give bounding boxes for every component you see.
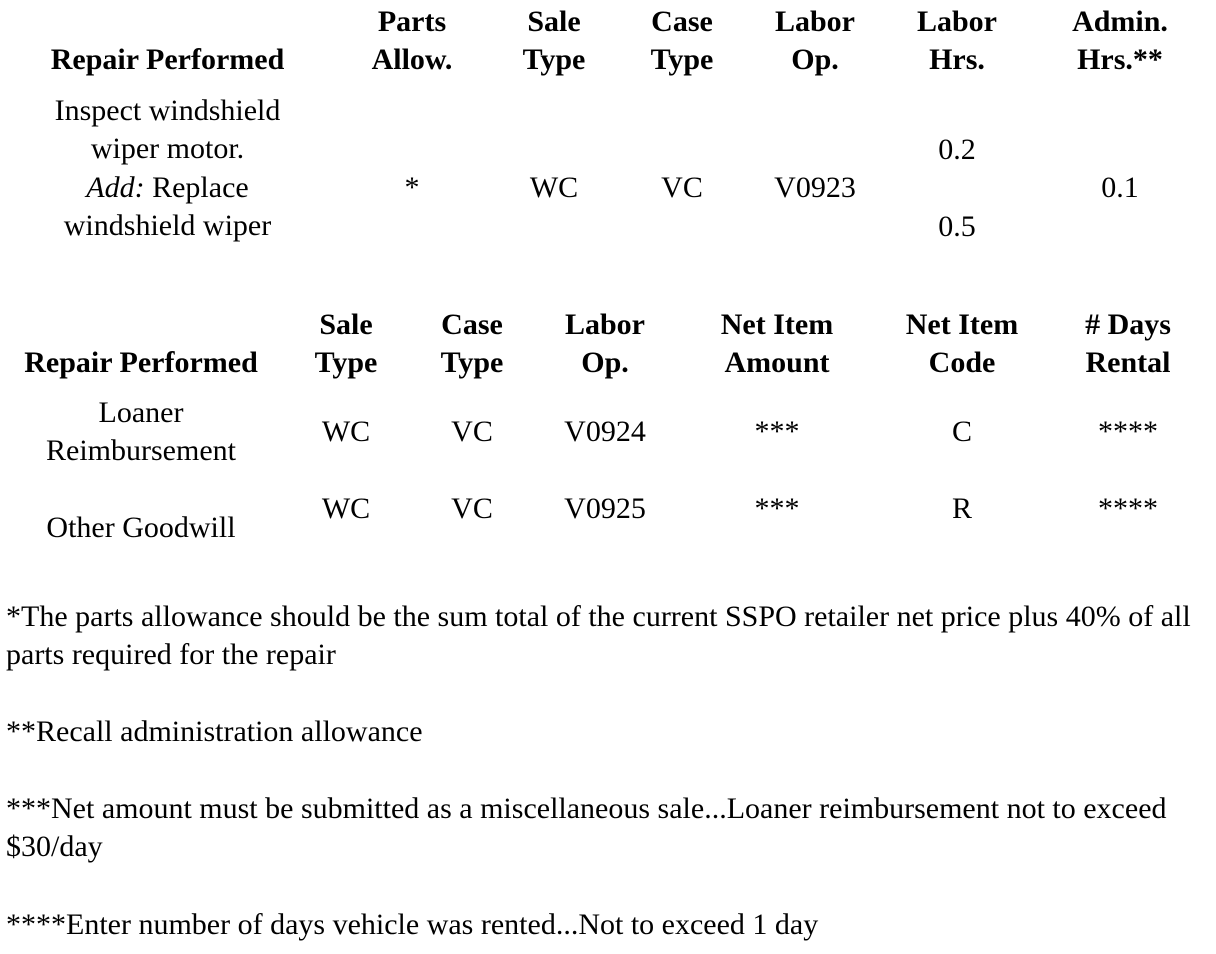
note-net-amount: ***Net amount must be submitted as a miscellaneous sale...Loaner reimbursement not to exceed $30/day (6, 792, 1167, 863)
t2-row1-net-item-code: C (951, 415, 972, 448)
t2-header-labor-op-line1: Labor (564, 308, 645, 341)
t1-repair-add-line (20, 169, 315, 207)
t2-row1-labor-op: V0924 (564, 415, 646, 448)
t1-header-sale-type (494, 3, 614, 79)
t2-row2-repair-line1: Other Goodwill (46, 511, 236, 544)
t1-header-labor-hrs-line1: Labor (916, 5, 997, 38)
t2-row1-days-rental: **** (1098, 415, 1158, 448)
t1-header-sale-type-line2: Type (522, 43, 586, 76)
t1-labor-op-value: V0923 (774, 171, 856, 204)
t2-header-net-item-code-line2: Code (928, 346, 996, 379)
t2-header-case-type-line1: Case (441, 308, 503, 341)
t2-header-net-item-code (882, 306, 1042, 382)
t1-case-type-value: VC (661, 171, 703, 204)
t2-header-sale-type (286, 306, 406, 382)
t1-admin-hrs-value: 0.1 (1101, 171, 1139, 204)
t1-header-parts-allow-line1: Parts (377, 5, 447, 38)
t2-row1-net-item-amount: *** (754, 415, 800, 448)
t2-header-labor-op-line2: Op. (581, 346, 629, 379)
t1-header-parts-allow-line2: Allow. (371, 43, 453, 76)
t1-parts-allow-value: * (404, 171, 420, 204)
t1-repair-add-label: Add: (86, 171, 145, 204)
t1-repair-line: Inspect windshield (54, 94, 281, 127)
note-parts-allowance: *The parts allowance should be the sum total of the current SSPO retailer net price plus 40% of all parts required for the repair (6, 600, 1191, 671)
t2-row2-sale-type: WC (321, 492, 371, 525)
t1-header-case-type-line1: Case (651, 5, 713, 38)
t2-header-net-item-amount (697, 306, 857, 382)
t2-header-net-item-amount-line1: Net Item (720, 308, 834, 341)
t2-header-net-item-amount-line2: Amount (724, 346, 830, 379)
t1-repair-cell (20, 92, 315, 245)
t1-labor-hrs-value-2: 0.5 (938, 210, 976, 243)
t1-labor-hrs-value-1: 0.2 (938, 133, 976, 166)
t2-header-sale-type-line1: Sale (319, 308, 373, 341)
t1-header-repair-performed: Repair Performed (50, 43, 285, 76)
note-days-rented: ****Enter number of days vehicle was rented...Not to exceed 1 day (6, 908, 819, 941)
t1-header-labor-hrs-line2: Hrs. (929, 43, 985, 76)
t1-repair-line: wiper motor. (90, 132, 245, 165)
t2-row1-case-type: VC (451, 415, 493, 448)
t1-header-labor-op-line2: Op. (791, 43, 839, 76)
note-admin-allowance: **Recall administration allowance (6, 715, 423, 748)
t1-header-admin-hrs (1055, 3, 1185, 79)
t2-row2-net-item-code: R (951, 492, 972, 525)
t1-header-labor-op (755, 3, 875, 79)
t2-header-days-rental (1058, 306, 1198, 382)
t1-repair-line: windshield wiper (63, 209, 272, 242)
t2-row1-repair-line2: Reimbursement (46, 434, 236, 467)
t2-header-sale-type-line2: Type (314, 346, 378, 379)
t1-header-admin-hrs-line2: Hrs.** (1077, 43, 1163, 76)
t2-row1-repair-line1: Loaner (98, 396, 184, 429)
t2-row2-days-rental: **** (1098, 492, 1158, 525)
t2-row2-net-item-amount: *** (754, 492, 800, 525)
t1-header-parts-allow (352, 3, 472, 79)
t2-header-case-type (412, 306, 532, 382)
t1-header-admin-hrs-line1: Admin. (1072, 5, 1168, 38)
t1-header-labor-hrs (897, 3, 1017, 79)
t2-row2-labor-op: V0925 (564, 492, 646, 525)
t2-row2-repair (0, 509, 282, 547)
t2-header-repair-performed: Repair Performed (24, 346, 258, 379)
t2-header-case-type-line2: Type (440, 346, 504, 379)
t1-repair-add-text: Replace (144, 171, 249, 204)
t1-sale-type-value: WC (529, 171, 579, 204)
t2-row1-sale-type: WC (321, 415, 371, 448)
t1-header-sale-type-line1: Sale (527, 5, 581, 38)
t2-row2-case-type: VC (451, 492, 493, 525)
t2-header-labor-op (545, 306, 665, 382)
t2-header-days-rental-line1: # Days (1085, 308, 1171, 341)
t1-header-case-type-line2: Type (650, 43, 714, 76)
t2-row1-repair (0, 394, 282, 470)
t2-header-net-item-code-line1: Net Item (905, 308, 1019, 341)
t1-header-labor-op-line1: Labor (774, 5, 855, 38)
t2-header-days-rental-line2: Rental (1085, 346, 1171, 379)
t1-header-case-type (622, 3, 742, 79)
